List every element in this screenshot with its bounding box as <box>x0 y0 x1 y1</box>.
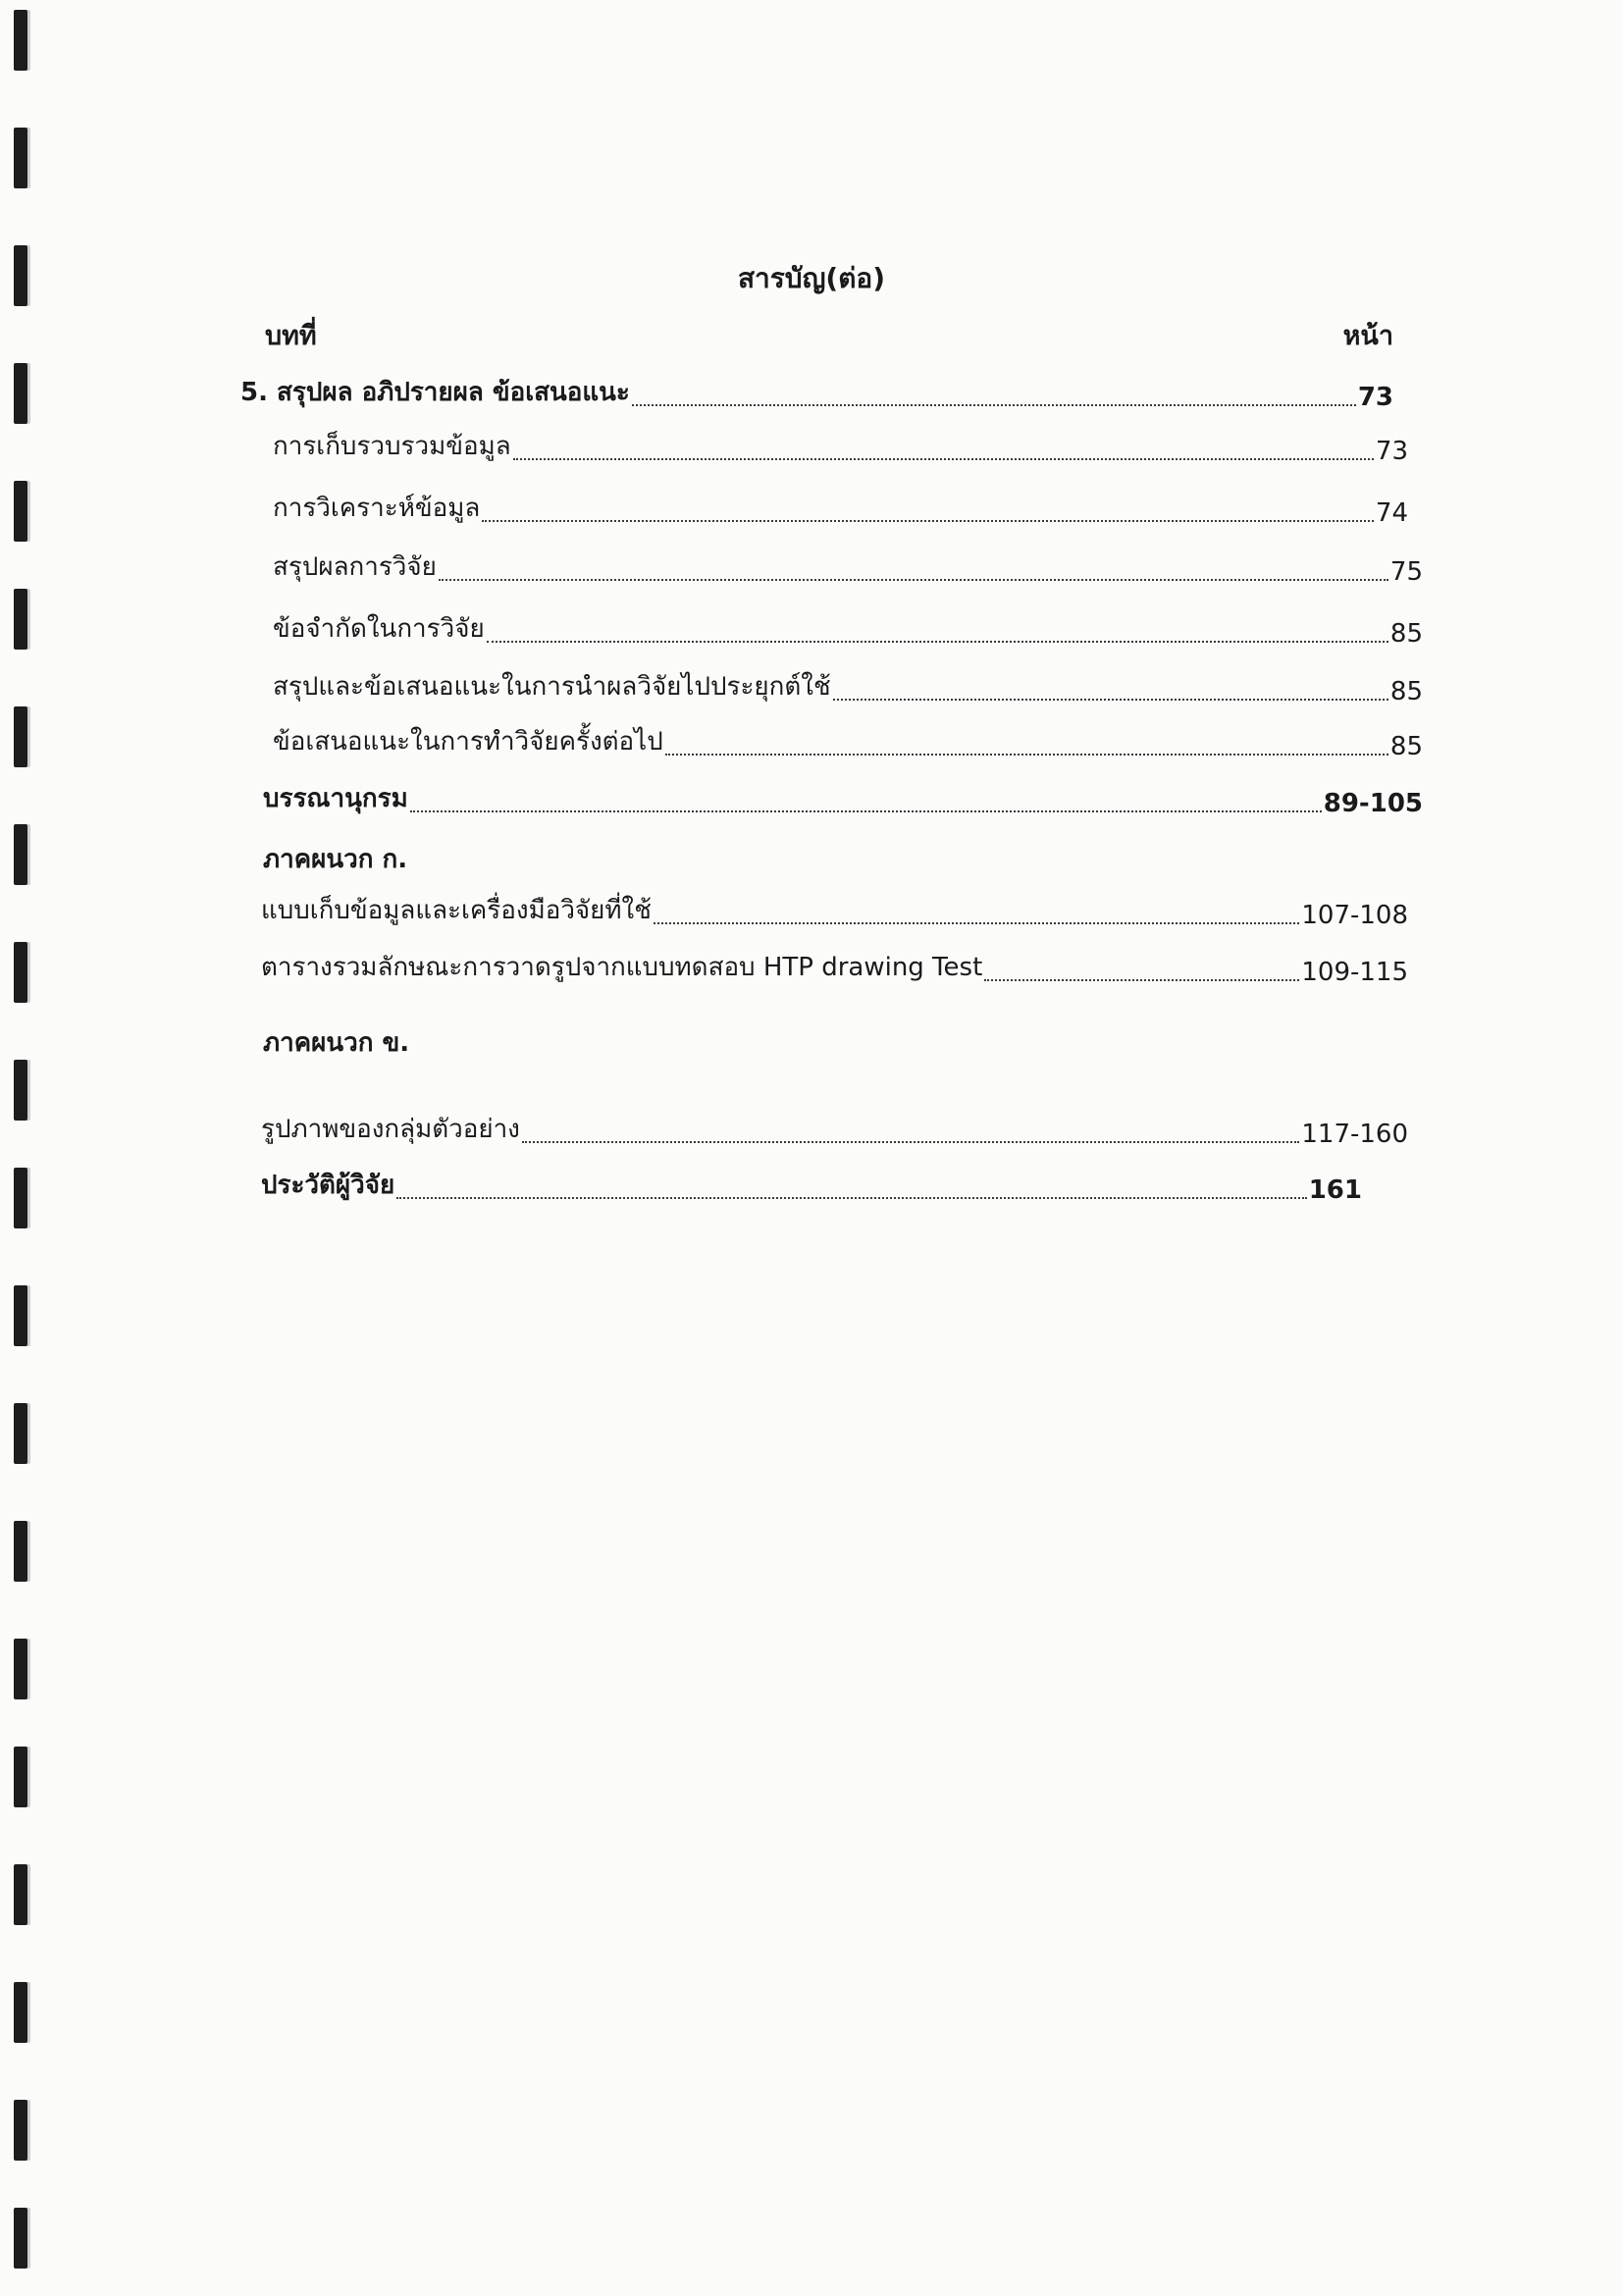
toc-entry-chapter-5: 5. สรุปผล อภิปรายผล ข้อเสนอแนะ 73 <box>240 378 1393 412</box>
toc-entry-data-collection-tools: แบบเก็บข้อมูลและเครื่องมือวิจัยที่ใช้ 107-108 <box>261 896 1408 930</box>
section-appendix-b: ภาคผนวก ข. <box>263 1028 410 1058</box>
toc-entry-future-research: ข้อเสนอแนะในการทำวิจัยครั้งต่อไป 85 <box>273 727 1423 761</box>
toc-entry-htp-table: ตารางรวมลักษณะการวาดรูปจากแบบทดสอบ HTP drawing Test 109-115 <box>261 953 1408 987</box>
toc-entry-application-recommendations: สรุปและข้อเสนอแนะในการนำผลวิจัยไปประยุกต์ใช้ 85 <box>273 672 1423 706</box>
toc-entry-research-summary: สรุปผลการวิจัย 75 <box>273 552 1423 587</box>
toc-entry-data-analysis: การวิเคราะห์ข้อมูล 74 <box>273 494 1408 528</box>
toc-entry-bibliography: บรรณานุกรม 89-105 <box>263 784 1423 818</box>
toc-entry-researcher-bio: ประวัติผู้วิจัย 161 <box>261 1171 1362 1205</box>
spiral-binding <box>0 0 59 2296</box>
toc-entry-research-limitations: ข้อจำกัดในการวิจัย 85 <box>273 614 1423 649</box>
section-appendix-a: ภาคผนวก ก. <box>263 845 408 874</box>
page-title: สารบัญ(ต่อ) <box>737 262 886 294</box>
toc-header <box>265 314 1393 353</box>
page-column-label: หน้า <box>1342 321 1393 351</box>
chapter-column-label: บทที่ <box>265 321 317 351</box>
toc-entry-sample-pictures: รูปภาพของกลุ่มตัวอย่าง 117-160 <box>261 1115 1408 1149</box>
toc-entry-data-collection: การเก็บรวบรวมข้อมูล 73 <box>273 432 1408 466</box>
